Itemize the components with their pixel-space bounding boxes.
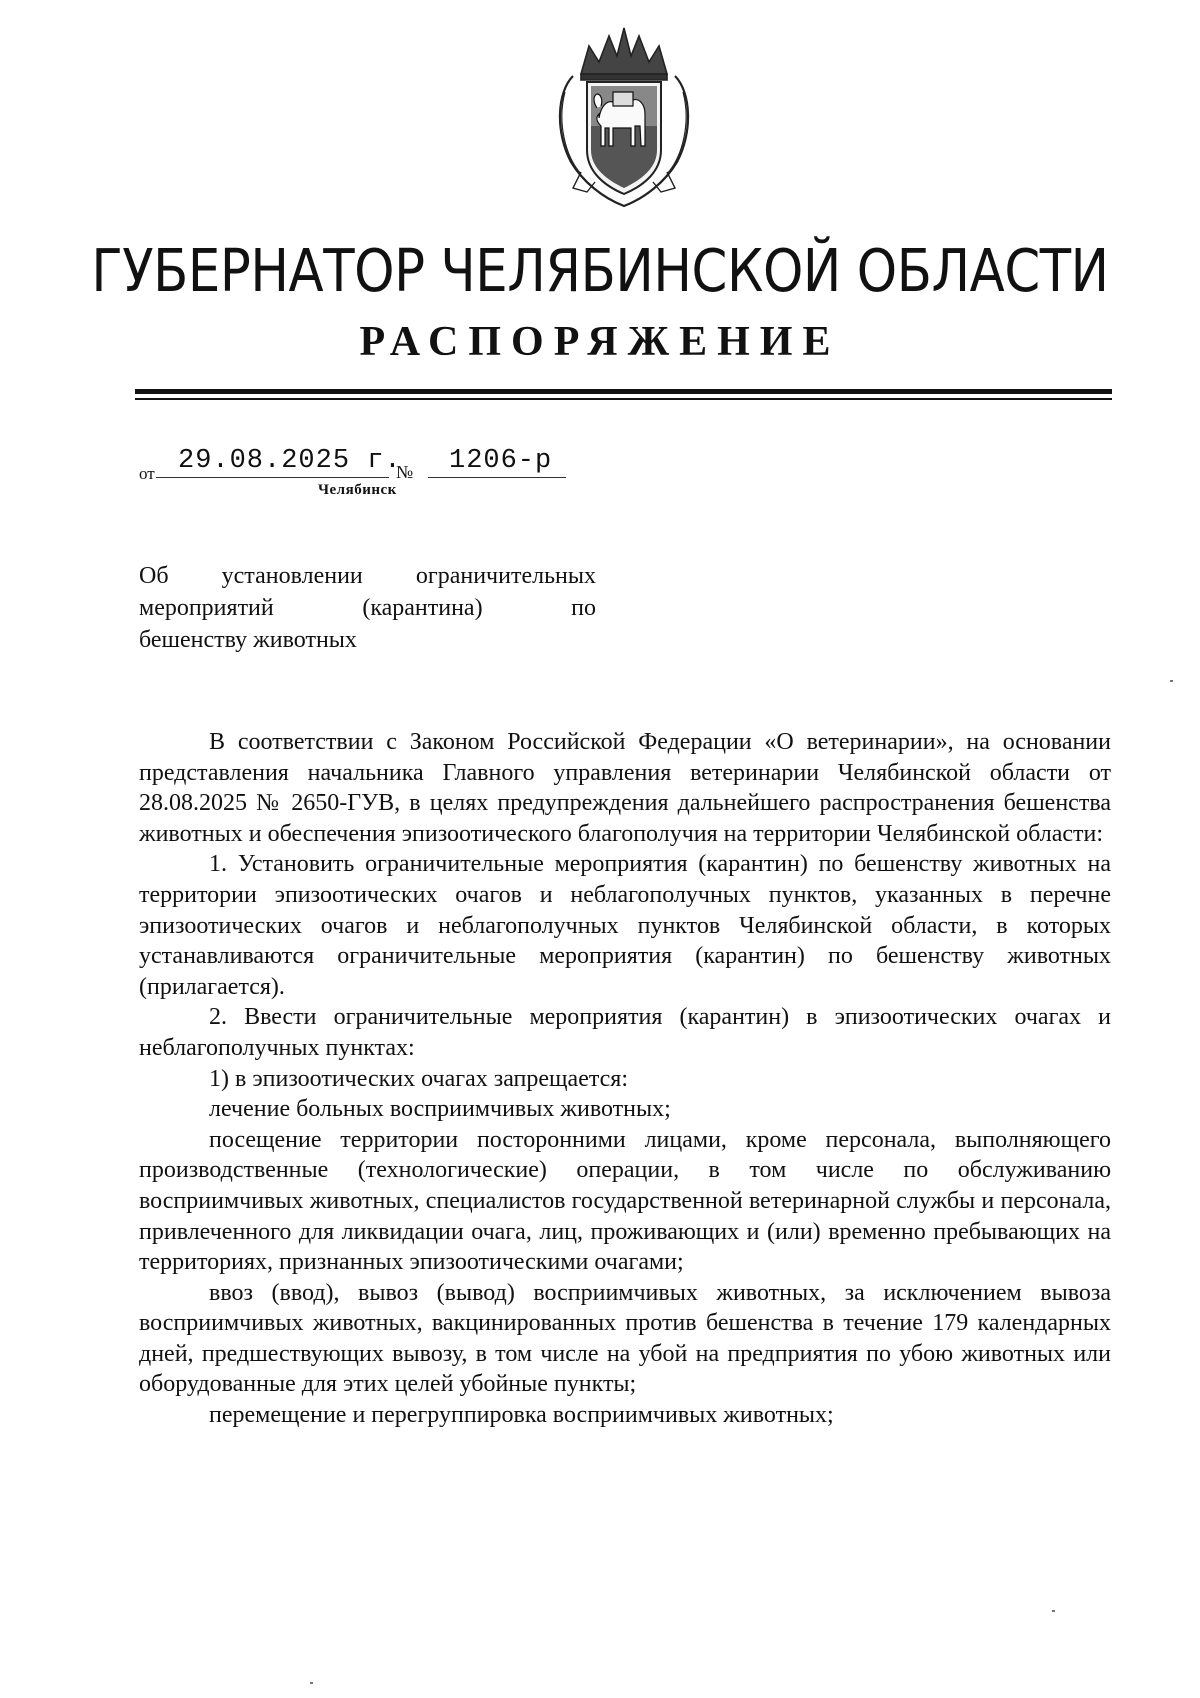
header-rule-thick xyxy=(135,389,1112,394)
body-paragraph: В соответствии с Законом Российской Федерации «О ветеринарии», на основании представления начальника Главного управления ветеринарии Челябинской области от 28.08.2025 № 2650-ГУВ, в целях предупреждения дальнейшего распространения бешенства животных и обеспечения эпизоотического благополучия на территории Челябинской области: xyxy=(139,729,1111,847)
issuer-title: ГУБЕРНАТОР ЧЕЛЯБИНСКОЙ ОБЛАСТИ xyxy=(91,236,1109,305)
body-paragraph: лечение больных восприимчивых животных; xyxy=(209,1096,671,1123)
date-underline xyxy=(156,477,389,478)
document-body xyxy=(139,727,1111,1431)
number-underline xyxy=(428,477,566,478)
date-prefix-label: от xyxy=(139,464,155,483)
body-paragraph: посещение территории посторонними лицами, кроме персонала, выполняющего производственные (технологические) операции, в том числе по обслуживанию восприимчивых животных, специалистов государственной ветеринарной службы и персонала, привлеченного для ликвидации очага, лиц, проживающих и (или) временно пребывающих на территориях, признанных эпизоотическими очагами; xyxy=(139,1126,1111,1276)
body-paragraph: 1) в эпизоотических очагах запрещается: xyxy=(209,1065,628,1092)
subject-line: Об установлении ограничительных xyxy=(139,563,596,589)
subject-line: мероприятий (карантина) по xyxy=(139,595,596,621)
body-paragraph: ввоз (ввод), вывоз (вывод) восприимчивых животных, за исключением вывоза восприимчивых животных, вакцинированных против бешенства в течение 179 календарных дней, предшествующих вывозу, в том числе на убой на предприятия по убою животных или оборудованные для этих целей убойные пункты; xyxy=(139,1279,1111,1398)
scan-speck xyxy=(1052,1610,1055,1612)
document-type-heading: РАСПОРЯЖЕНИЕ xyxy=(359,319,841,365)
body-paragraph: перемещение и перегруппировка восприимчивых животных; xyxy=(209,1402,834,1429)
document-number: 1206-р xyxy=(449,446,553,476)
document-subject xyxy=(139,560,596,656)
subject-line: бешенству животных xyxy=(139,627,357,653)
header-rule-thin xyxy=(135,398,1112,400)
document-date: 29.08.2025 г. xyxy=(178,446,402,476)
scan-speck xyxy=(310,1682,313,1684)
number-prefix-label: № xyxy=(396,462,414,482)
scan-speck xyxy=(1170,680,1173,682)
body-paragraph: 2. Ввести ограничительные мероприятия (карантин) в эпизоотических очагах и неблагополучных пунктах: xyxy=(139,1004,1111,1061)
coat-of-arms-icon xyxy=(551,22,697,210)
issue-city: Челябинск xyxy=(318,482,397,498)
body-paragraph: 1. Установить ограничительные мероприятия (карантин) по бешенству животных на территории эпизоотических очагов и неблагополучных пунктов, указанных в перечне эпизоотических очагов и неблагополучных пунктов Челябинской области, в которых устанавливаются ограничительные мероприятия (карантин) по бешенству животных (прилагается). xyxy=(139,851,1111,1000)
